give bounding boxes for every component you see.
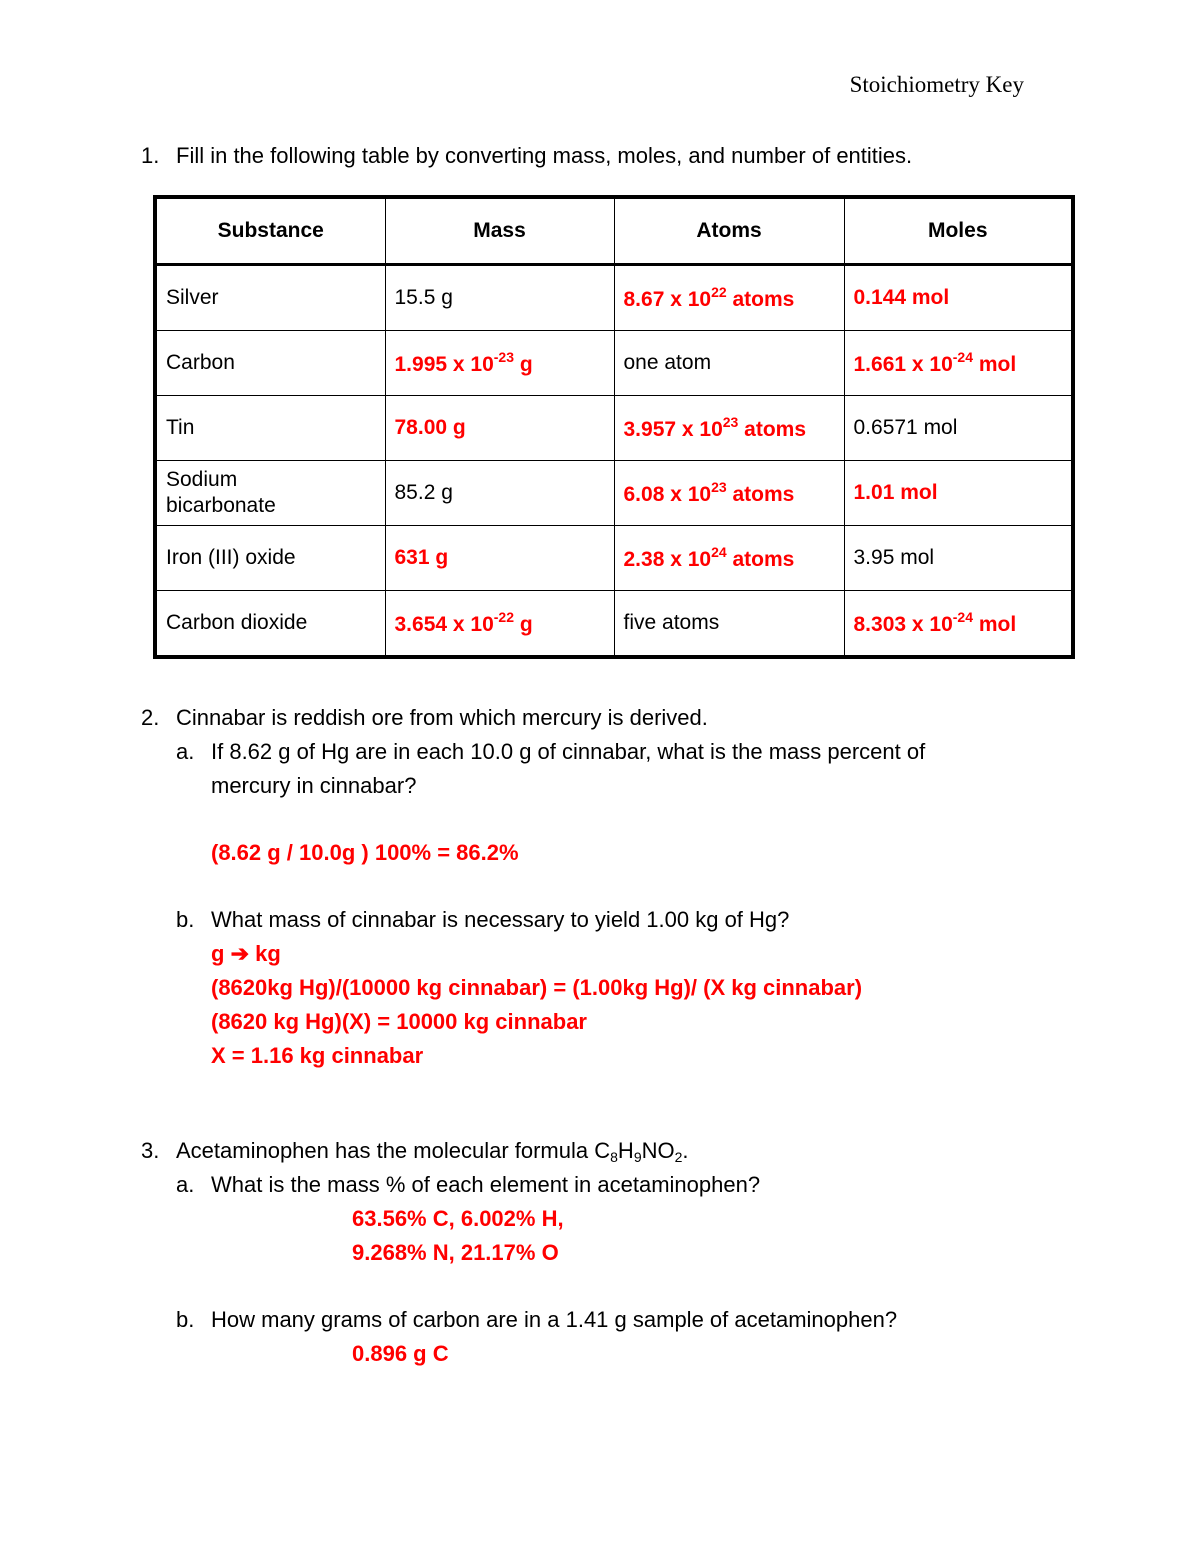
answer-2b-line2: (8620kg Hg)/(10000 kg cinnabar) = (1.00kg Hg)/ (X kg cinnabar): [211, 975, 863, 1000]
column-header-substance: Substance: [155, 197, 385, 265]
question-2-text: Cinnabar is reddish ore from which mercury is derived.: [176, 705, 708, 730]
question-2a: [0, 735, 1200, 769]
atoms-cell: 6.08 x $10^{23}$ atoms: [614, 461, 844, 526]
substance-cell: Carbon: [155, 331, 385, 396]
mass-cell: 3.654 x $10^{-22}$ g: [385, 591, 614, 658]
mass-cell: 15.5 g: [385, 265, 614, 331]
moles-cell: 0.6571 mol: [844, 396, 1073, 461]
answer-2b-line4: X = 1.16 kg cinnabar: [211, 1043, 424, 1068]
moles-cell: 3.95 mol: [844, 526, 1073, 591]
mass-cell: 85.2 g: [385, 461, 614, 526]
table-row: [155, 526, 1073, 591]
table-row: [155, 331, 1073, 396]
atoms-cell: one atom: [614, 331, 844, 396]
moles-cell: 8.303 x $10^{-24}$ mol: [844, 591, 1073, 658]
question-2b-letter: b.: [176, 907, 195, 932]
moles-cell: 1.01 mol: [844, 461, 1073, 526]
substance-cell: Tin: [155, 396, 385, 461]
answer-2b-line3: (8620 kg Hg)(X) = 10000 kg cinnabar: [211, 1009, 587, 1034]
question-3a-letter: a.: [176, 1172, 195, 1197]
question-3b: [0, 1303, 1200, 1337]
page-header-title: Stoichiometry Key: [849, 72, 1024, 97]
answer-2a: (8.62 g / 10.0g ) 100% = 86.2%: [211, 840, 519, 865]
moles-cell: 0.144 mol: [844, 265, 1073, 331]
table-row: [155, 591, 1073, 658]
atoms-cell: 3.957 x $10^{23}$ atoms: [614, 396, 844, 461]
question-1-number: 1.: [141, 143, 160, 168]
answer-3a-line1: 63.56% C, 6.002% H,: [352, 1206, 564, 1231]
question-2a-letter: a.: [176, 739, 195, 764]
atoms-cell: 2.38 x $10^{24}$ atoms: [614, 526, 844, 591]
atoms-cell: 8.67 x $10^{22}$ atoms: [614, 265, 844, 331]
atoms-cell: five atoms: [614, 591, 844, 658]
moles-cell: 1.661 x $10^{-24}$ mol: [844, 331, 1073, 396]
question-3a: [0, 1168, 1200, 1202]
question-3-text: Acetaminophen has the molecular formula $C_8H_9NO_2$.: [176, 1138, 689, 1165]
substance-cell: Sodium bicarbonate: [155, 461, 385, 526]
question-1-text: Fill in the following table by converting mass, moles, and number of entities.: [176, 143, 913, 168]
question-2a-cont: [0, 769, 1200, 803]
question-3b-letter: b.: [176, 1307, 195, 1332]
question-2b-text: What mass of cinnabar is necessary to yield 1.00 kg of Hg?: [211, 907, 790, 932]
answer-3a-line2: 9.268% N, 21.17% O: [352, 1240, 559, 1265]
right-arrow-icon: ➔: [230, 941, 249, 966]
question-3b-text: How many grams of carbon are in a 1.41 g sample of acetaminophen?: [211, 1307, 898, 1332]
column-header-atoms: Atoms: [614, 197, 844, 265]
column-header-mass: Mass: [385, 197, 614, 265]
mass-cell: 1.995 x $10^{-23}$ g: [385, 331, 614, 396]
question-2a-text-line2: mercury in cinnabar?: [211, 773, 417, 798]
answer-3b: 0.896 g C: [352, 1341, 449, 1366]
column-header-moles: Moles: [844, 197, 1073, 265]
mass-cell: 631 g: [385, 526, 614, 591]
question-3a-text: What is the mass % of each element in acetaminophen?: [211, 1172, 761, 1197]
table-row: [155, 265, 1073, 331]
question-2: [0, 701, 1200, 735]
question-2a-text-line1: If 8.62 g of Hg are in each 10.0 g of cinnabar, what is the mass percent of: [211, 739, 926, 764]
question-2-number: 2.: [141, 705, 160, 730]
question-2b: [0, 903, 1200, 937]
table-row: [155, 461, 1073, 526]
answer-2b-line1: g ➔ kg: [211, 941, 281, 966]
substance-cell: Silver: [155, 265, 385, 331]
mass-cell: 78.00 g: [385, 396, 614, 461]
substance-cell: Carbon dioxide: [155, 591, 385, 658]
table-header-row: [155, 197, 1073, 265]
table-row: [155, 396, 1073, 461]
substance-cell: Iron (III) oxide: [155, 526, 385, 591]
conversion-table: [153, 195, 1075, 659]
question-1: [0, 139, 1200, 173]
question-3-number: 3.: [141, 1138, 160, 1163]
question-3: [0, 1134, 1200, 1168]
